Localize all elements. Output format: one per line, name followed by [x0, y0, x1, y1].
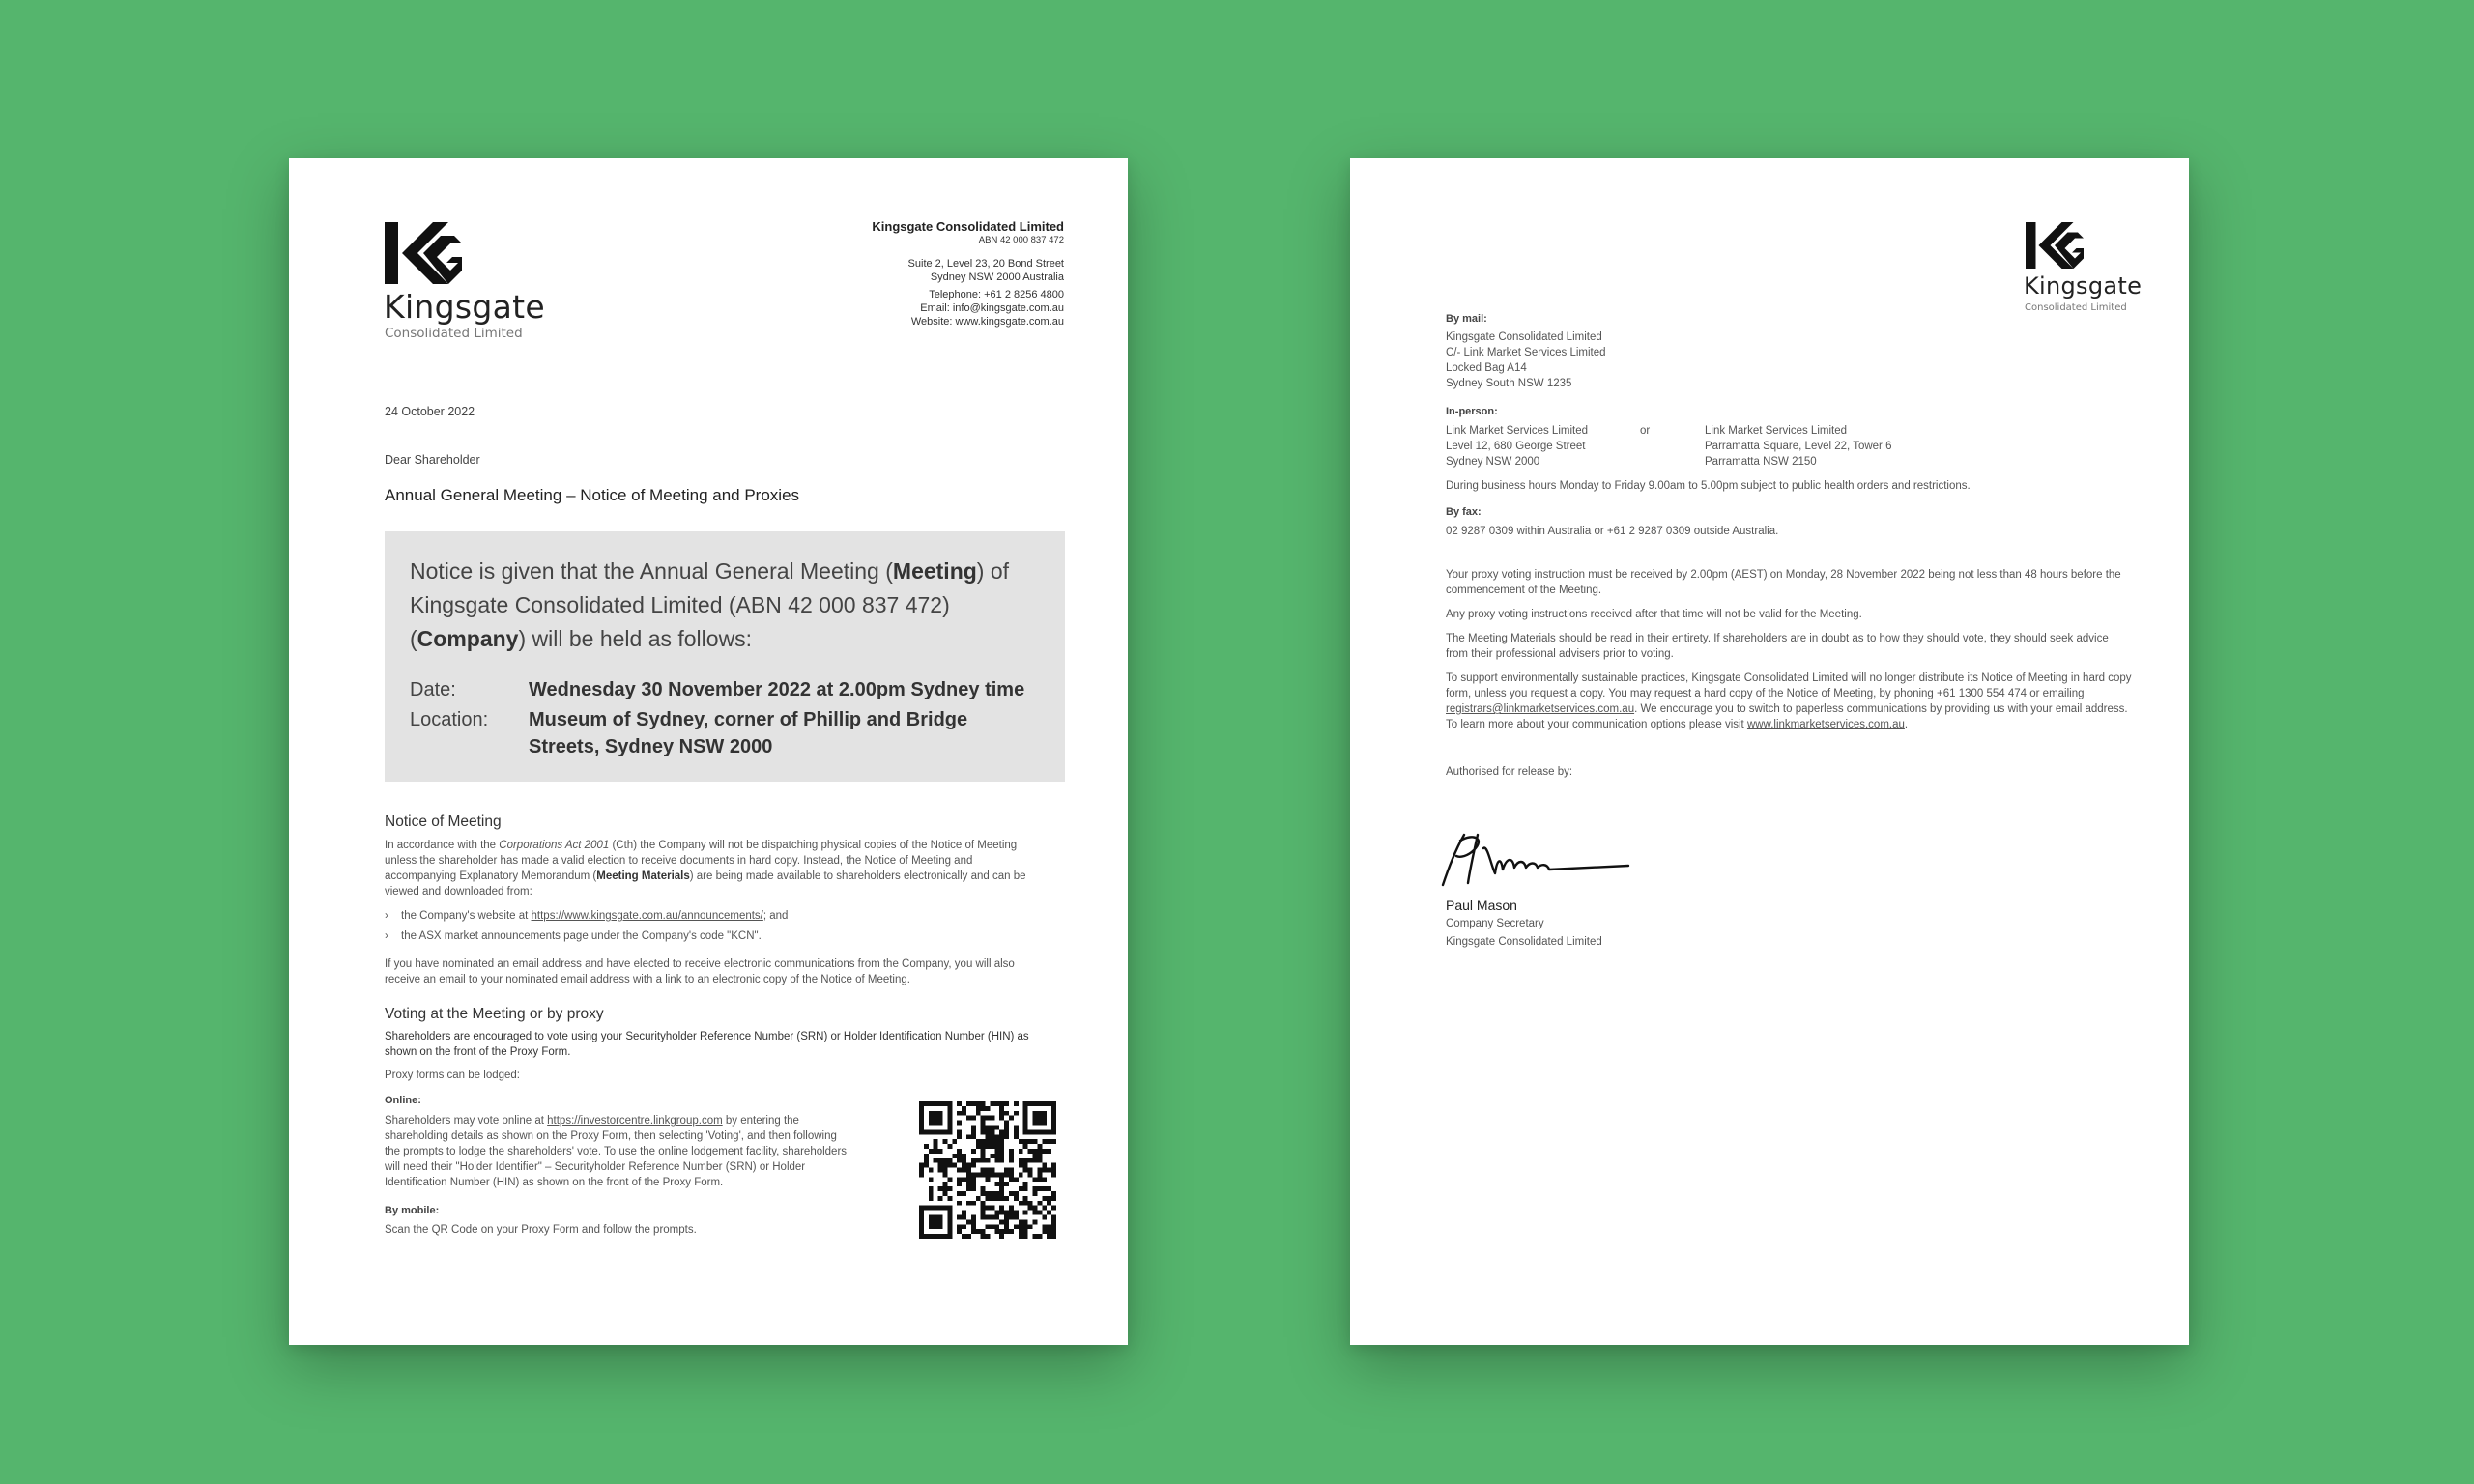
- inperson-address-sydney: Link Market Services Limited Level 12, 680 George Street Sydney NSW 2000: [1446, 425, 1588, 468]
- section-voting-para-2: Proxy forms can be lodged:: [385, 1070, 520, 1081]
- online-text: Shareholders may vote online at https://investorcentre.linkgroup.com by entering the shareholding details as shown on the Proxy Form, then selecting 'Voting', and then following the prompts to lodge the shareholders' vote. To use the online lodgement facility, shareholders will need their "Holder Identifier" – Securityholder Reference Number (SRN) or Holder Identification Number (HIN) as shown on the front of the Proxy Form.: [385, 1115, 848, 1188]
- mobile-label: By mobile:: [385, 1205, 440, 1216]
- location-value: Museum of Sydney, corner of Phillip and Bridge Streets, Sydney NSW 2000: [529, 709, 968, 757]
- authorised-for-release: Authorised for release by:: [1446, 766, 1573, 778]
- inperson-or: or: [1640, 425, 1651, 437]
- address-line-2: Sydney NSW 2000 Australia: [930, 271, 1064, 283]
- registrars-email-link[interactable]: registrars@linkmarketservices.com.au: [1446, 703, 1635, 715]
- meeting-location-row: [410, 706, 1031, 760]
- logo-wordmark: Kingsgate: [384, 288, 545, 326]
- date-label: Date:: [410, 679, 456, 700]
- date-value: Wednesday 30 November 2022 at 2.00pm Sydney time: [529, 679, 1025, 700]
- bullet-company-website: › the Company's website at https://www.kingsgate.com.au/announcements/; and: [385, 910, 789, 922]
- telephone: Telephone: +61 2 8256 4800: [929, 289, 1064, 300]
- meeting-date-row: [410, 676, 1031, 703]
- location-label: Location:: [410, 709, 489, 730]
- signatory-name: Paul Mason: [1446, 898, 1517, 913]
- sustainability-para: To support environmentally sustainable practices, Kingsgate Consolidated Limited will no longer distribute its Notice of Meeting in hard copy form, unless you request a copy. You may request a hard copy of the Notice of Meeting, by phoning +61 1300 554 474 or emailing registrars@linkmarketservices.com.au. We encourage you to switch to paperless communications by providing us with your email address. To learn more about your communication options please visit www.linkmarketservices.com.au.: [1446, 672, 2132, 730]
- notice-lead: Notice is given that the Annual General Meeting (Meeting) of Kingsgate Consolidated Limited (ABN 42 000 837 472) (Company) will be held as follows:: [410, 558, 1010, 651]
- logo-tagline-2: Consolidated Limited: [2025, 302, 2127, 313]
- kingsgate-logo-icon-small: [2026, 222, 2084, 269]
- investor-centre-link[interactable]: https://investorcentre.linkgroup.com: [547, 1115, 723, 1127]
- inperson-address-parramatta: Link Market Services Limited Parramatta Square, Level 22, Tower 6 Parramatta NSW 2150: [1705, 425, 1892, 468]
- letter-page-2: [1350, 158, 2189, 1345]
- section-voting-para-1: Shareholders are encouraged to vote using your Securityholder Reference Number (SRN) or Holder Identification Number (HIN) as shown on the front of the Proxy Form.: [385, 1031, 1029, 1058]
- online-label: Online:: [385, 1095, 421, 1106]
- mail-address: Kingsgate Consolidated Limited C/- Link Market Services Limited Locked Bag A14 Sydney South NSW 1235: [1446, 331, 1606, 389]
- fax-label: By fax:: [1446, 506, 1482, 518]
- inperson-label: In-person:: [1446, 406, 1498, 417]
- logo-wordmark-2: Kingsgate: [2024, 272, 2143, 300]
- section-notice-para-2: If you have nominated an email address and have elected to receive electronic communications from the Company, you will also receive an email to your nominated email address with a link to an electronic copy of the Notice of Meeting.: [385, 958, 1015, 985]
- late-instructions-para: Any proxy voting instructions received after that time will not be valid for the Meeting.: [1446, 609, 1862, 620]
- deadline-para: Your proxy voting instruction must be received by 2.00pm (AEST) on Monday, 28 November 2022 being not less than 48 hours before the commencement of the Meeting.: [1446, 569, 2121, 596]
- letter-date: 24 October 2022: [385, 405, 475, 418]
- company-name: Kingsgate Consolidated Limited: [872, 219, 1064, 234]
- salutation: Dear Shareholder: [385, 453, 480, 467]
- section-notice-para-1: In accordance with the Corporations Act 2001 (Cth) the Company will not be dispatching physical copies of the Notice of Meeting unless the shareholder has made a valid election to receive documents in hard copy. Instead, the Notice of Meeting and accompanying Explanatory Memorandum (Meeting Materials) are being made available to shareholders electronically and can be viewed and downloaded from:: [385, 840, 1026, 898]
- signatory-company: Kingsgate Consolidated Limited: [1446, 936, 1602, 948]
- link-market-website-link[interactable]: www.linkmarketservices.com.au: [1746, 719, 1905, 730]
- signature-image: [1435, 827, 1638, 897]
- business-hours: During business hours Monday to Friday 9.00am to 5.00pm subject to public health orders and restrictions.: [1446, 480, 1971, 492]
- company-address-block: [872, 220, 1064, 328]
- bullet-asx: › the ASX market announcements page under the Company's code "KCN".: [385, 930, 762, 942]
- mobile-text: Scan the QR Code on your Proxy Form and follow the prompts.: [385, 1224, 697, 1236]
- read-entirety-para: The Meeting Materials should be read in their entirety. If shareholders are in doubt as to how they should vote, they should seek advice from their professional advisers prior to voting.: [1446, 633, 2109, 660]
- fax-text: 02 9287 0309 within Australia or +61 2 9287 0309 outside Australia.: [1446, 526, 1779, 537]
- qr-code-icon: [919, 1101, 1056, 1239]
- kingsgate-logo-icon: [385, 222, 462, 284]
- letter-page-1: [289, 158, 1128, 1345]
- announcements-link[interactable]: https://www.kingsgate.com.au/announcements/: [531, 910, 763, 922]
- website[interactable]: Website: www.kingsgate.com.au: [910, 316, 1064, 328]
- mail-label: By mail:: [1446, 313, 1487, 325]
- section-voting-title: Voting at the Meeting or by proxy: [385, 1006, 604, 1022]
- address-line-1: Suite 2, Level 23, 20 Bond Street: [907, 258, 1064, 270]
- letter-title: Annual General Meeting – Notice of Meeting and Proxies: [385, 486, 800, 504]
- logo-tagline: Consolidated Limited: [385, 326, 523, 341]
- company-abn: ABN 42 000 837 472: [978, 235, 1064, 245]
- email[interactable]: Email: info@kingsgate.com.au: [920, 302, 1064, 314]
- notice-box: [385, 531, 1065, 782]
- section-notice-title: Notice of Meeting: [385, 813, 502, 830]
- signatory-role: Company Secretary: [1446, 918, 1544, 929]
